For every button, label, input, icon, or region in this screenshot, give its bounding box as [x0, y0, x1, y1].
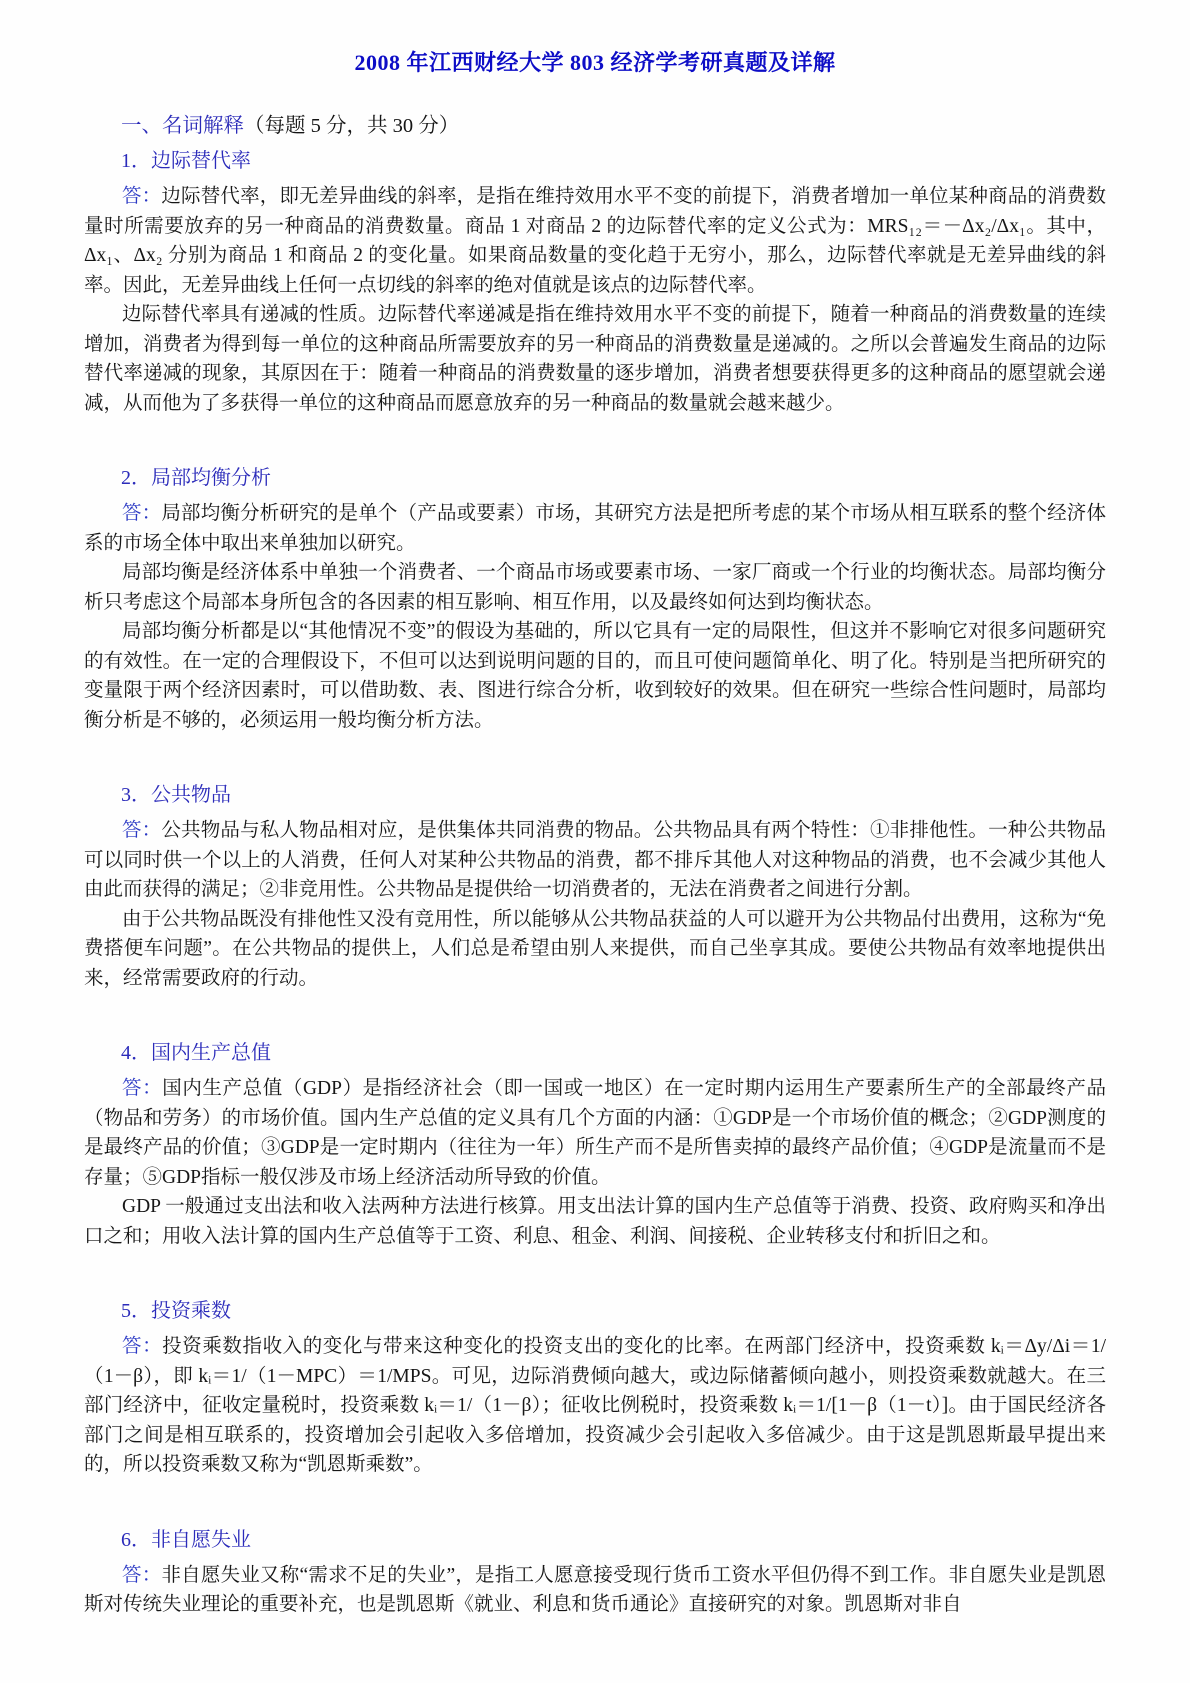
paragraph-text: 由于公共物品既没有排他性又没有竞用性，所以能够从公共物品获益的人可以避开为公共物品付出费用，这称为“免费搭便车问题”。在公共物品的提供上，人们总是希望由别人来提供，而自己坐享其成。要使公共物品有效率地提供出来，经常需要政府的行动。 — [84, 908, 1106, 989]
paragraph-text: 公共物品与私人物品相对应，是供集体共同消费的物品。公共物品具有两个特性：①非排他性。一种公共物品可以同时供一个以上的人消费，任何人对某种公共物品的消费，都不排斥其他人对这种物品的消费，也不会减少其他人由此而获得的满足；②非竞用性。公共物品是提供给一切消费者的，无法在消费者之间进行分割。 — [84, 820, 1106, 900]
term-heading-2: 2．局部均衡分析 — [121, 467, 271, 489]
section-meta: （每题 5 分，共 30 分） — [244, 115, 460, 137]
paragraph-text: 非自愿失业又称“需求不足的失业”，是指工人愿意接受现行货币工资水平但仍得不到工作。非自愿失业是凯恩斯对传统失业理论的重要补充，也是凯恩斯《就业、利息和货币通论》直接研究的对象。凯恩斯对非自 — [84, 1564, 1106, 1615]
answer-prefix: 答： — [122, 503, 162, 524]
term-block-5 — [84, 1296, 1106, 1480]
page-title: 2008 年江西财经大学 803 经济学考研真题及详解 — [354, 50, 836, 75]
term-block-4 — [84, 1038, 1106, 1251]
paragraph — [84, 558, 1106, 617]
answer-paragraph — [84, 1561, 1106, 1620]
paragraph — [84, 617, 1106, 735]
paragraph — [84, 1192, 1106, 1251]
paragraph — [84, 905, 1106, 994]
paragraph-text: GDP 一般通过支出法和收入法两种方法进行核算。用支出法计算的国内生产总值等于消费、投资、政府购买和净出口之和；用收入法计算的国内生产总值等于工资、利息、租金、利润、间接税、企业转移支付和折旧之和。 — [84, 1196, 1106, 1247]
paragraph-text: 局部均衡分析都是以“其他情况不变”的假设为基础的，所以它具有一定的局限性，但这并不影响它对很多问题研究的有效性。在一定的合理假设下，不但可以达到说明问题的目的，而且可使问题简单化、明了化。特别是当把所研究的变量限于两个经济因素时，可以借助数、表、图进行综合分析，收到较好的效果。但在研究一些综合性问题时，局部均衡分析是不够的，必须运用一般均衡分析方法。 — [84, 621, 1106, 731]
term-heading-5: 5．投资乘数 — [121, 1300, 231, 1322]
term-block-1 — [84, 146, 1106, 418]
answer-prefix: 答： — [122, 1336, 163, 1357]
answer-paragraph — [84, 1332, 1106, 1480]
term-block-3 — [84, 780, 1106, 993]
term-heading-1: 1．边际替代率 — [121, 150, 251, 172]
section-label: 一、名词解释 — [121, 115, 244, 137]
term-heading-4: 4．国内生产总值 — [121, 1042, 271, 1064]
term-block-6 — [84, 1525, 1106, 1620]
paragraph-text: 局部均衡是经济体系中单独一个消费者、一个商品市场或要素市场、一家厂商或一个行业的均衡状态。局部均衡分析只考虑这个局部本身所包含的各因素的相互影响、相互作用，以及最终如何达到均衡状态。 — [84, 562, 1106, 613]
paragraph — [84, 300, 1106, 418]
paragraph-text: 边际替代率具有递减的性质。边际替代率递减是指在维持效用水平不变的前提下，随着一种商品的消费数量的连续增加，消费者为得到每一单位的这种商品所需要放弃的另一种商品的消费数量是递减的。之所以会普遍发生商品的边际替代率递减的现象，其原因在于：随着一种商品的消费数量的逐步增加，消费者想要获得更多的这种商品的愿望就会递减，从而他为了多获得一单位的这种商品而愿意放弃的另一种商品的数量就会越来越少。 — [84, 304, 1106, 414]
answer-prefix: 答： — [122, 186, 162, 207]
answer-paragraph — [84, 182, 1106, 300]
answer-prefix: 答： — [122, 1078, 163, 1099]
term-heading-3: 3．公共物品 — [121, 784, 231, 806]
paragraph-text: 局部均衡分析研究的是单个（产品或要素）市场，其研究方法是把所考虑的某个市场从相互联系的整个经济体系的市场全体中取出来单独加以研究。 — [84, 503, 1106, 554]
answer-paragraph — [84, 499, 1106, 558]
paragraph-text: 投资乘数指收入的变化与带来这种变化的投资支出的变化的比率。在两部门经济中，投资乘数 kᵢ＝Δy/Δi＝1/（1－β），即 kᵢ＝1/（1－MPC）＝1/MPS。可见，边际消费倾向越大，或边际储蓄倾向越小，则投资乘数就越大。在三部门经济中，征收定量税时，投资乘数 kᵢ＝1/（1－β）；征收比例税时，投资乘数 kᵢ＝1/[1－β（1－t）]。由于国民经济各部门之间是相互联系的，投资增加会引起收入多倍增加，投资减少会引起收入多倍减少。由于这是凯恩斯最早提出来的，所以投资乘数又称为“凯恩斯乘数”。 — [84, 1336, 1106, 1475]
answer-prefix: 答： — [122, 820, 162, 841]
paragraph-text: 国内生产总值（GDP）是指经济社会（即一国或一地区）在一定时期内运用生产要素所生产的全部最终产品（物品和劳务）的市场价值。国内生产总值的定义具有几个方面的内涵：①GDP是一个市场价值的概念；②GDP测度的是最终产品的价值；③GDP是一定时期内（往往为一年）所生产而不是所售卖掉的最终产品价值；④GDP是流量而不是存量；⑤GDP指标一般仅涉及市场上经济活动所导致的价值。 — [84, 1078, 1106, 1188]
answer-paragraph — [84, 816, 1106, 905]
section-heading — [84, 111, 1106, 142]
term-block-2 — [84, 463, 1106, 735]
answer-paragraph — [84, 1074, 1106, 1192]
answer-prefix: 答： — [122, 1564, 162, 1586]
term-heading-6: 6．非自愿失业 — [121, 1528, 251, 1551]
paragraph-text: 边际替代率，即无差异曲线的斜率，是指在维持效用水平不变的前提下，消费者增加一单位某种商品的消费数量时所需要放弃的另一种商品的消费数量。商品 1 对商品 2 的边际替代率的定义公式为：MRS₁₂＝－Δx₂/Δx₁。其中，Δx₁、Δx₂ 分别为商品 1 和商品 2 的变化量。如果商品数量的变化趋于无穷小，那么，边际替代率就是无差异曲线的斜率。因此，无差异曲线上任何一点切线的斜率的绝对值就是该点的边际替代率。 — [84, 186, 1106, 296]
